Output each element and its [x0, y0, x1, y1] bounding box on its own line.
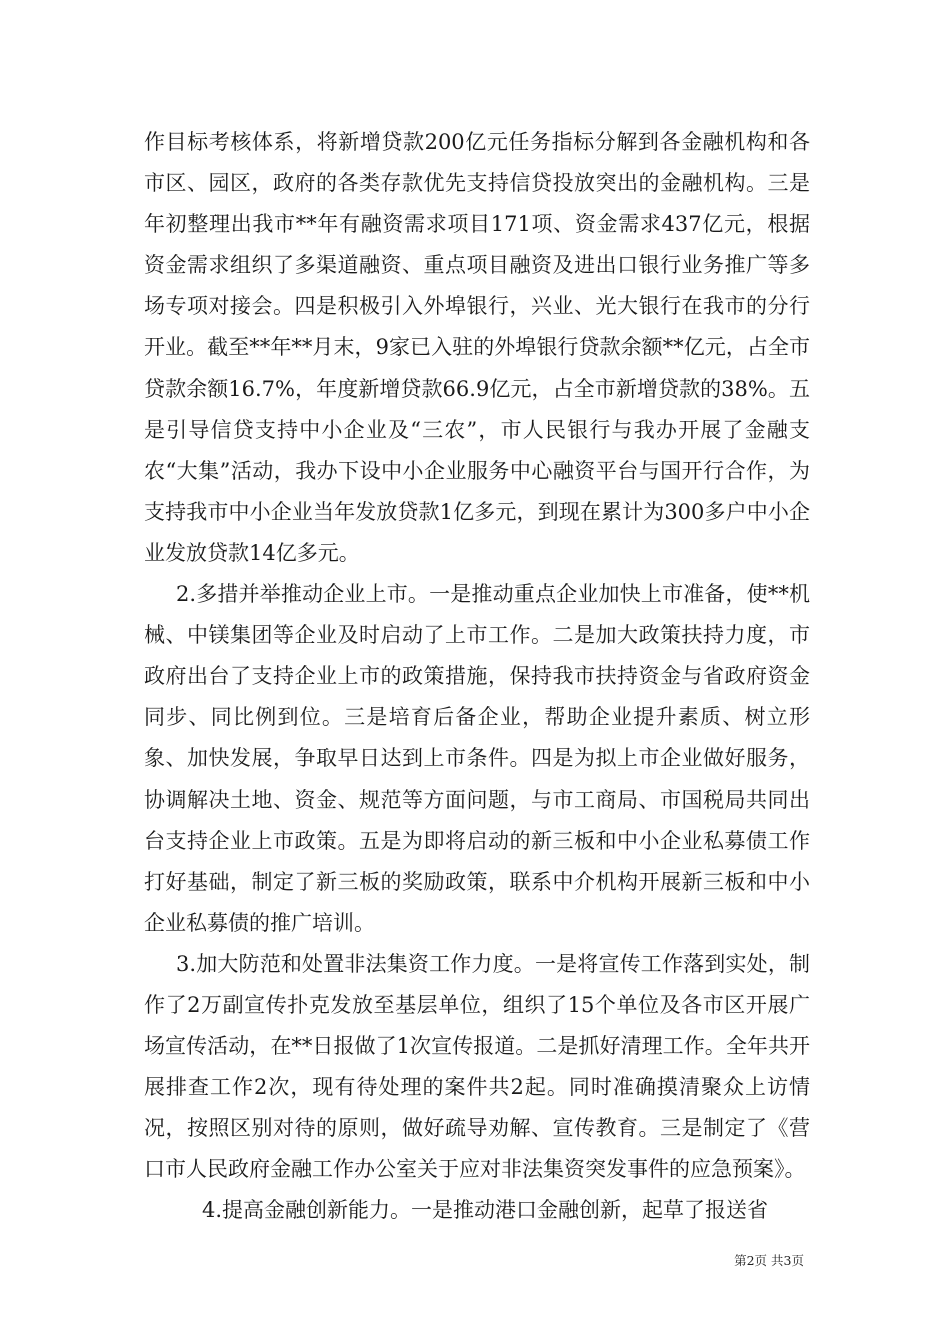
paragraph-item-2: 2.多措并举推动企业上市。一是推动重点企业加快上市准备，使**机械、中镁集团等企业及时启动了上市工作。二是加大政策扶持力度，市政府出台了支持企业上市的政策措施，保持我市扶持资金与省政府资金同步、同比例到位。三是培育后备企业，帮助企业提升素质、树立形象、加快发展，争取早日达到上市条件。四是为拟上市企业做好服务，协调解决土地、资金、规范等方面问题，与市工商局、市国税局共同出台支持企业上市政策。五是为即将启动的新三板和中小企业私募债工作打好基础，制定了新三板的奖励政策，联系中介机构开展新三板和中小企业私募债的推广培训。: [144, 582, 810, 935]
paragraph-item-4: 4.提高金融创新能力。一是推动港口金融创新，起草了报送省: [202, 1198, 769, 1223]
page-number-footer: 第2页 共3页: [734, 1253, 804, 1268]
document-body: [144, 122, 810, 1232]
paragraph-item-3: 3.加大防范和处置非法集资工作力度。一是将宣传工作落到实处，制作了2万副宣传扑克发放至基层单位，组织了15个单位及各市区开展广场宣传活动，在**日报做了1次宣传报道。二是抓好清理工作。全年共开展排查工作2次，现有待处理的案件共2起。同时准确摸清聚众上访情况，按照区别对待的原则，做好疏导劝解、宣传教育。三是制定了《营口市人民政府金融工作办公室关于应对非法集资突发事件的应急预案》。: [144, 951, 810, 1182]
paragraph-continuation: 作目标考核体系，将新增贷款200亿元任务指标分解到各金融机构和各市区、园区，政府的各类存款优先支持信贷投放突出的金融机构。三是年初整理出我市**年有融资需求项目171项、资金需求437亿元，根据资金需求组织了多渠道融资、重点项目融资及进出口银行业务推广等多场专项对接会。四是积极引入外埠银行，兴业、光大银行在我市的分行开业。截至**年**月末，9家已入驻的外埠银行贷款余额**亿元，占全市贷款余额16.7%，年度新增贷款66.9亿元，占全市新增贷款的38%。五是引导信贷支持中小企业及“三农”，市人民银行与我办开展了金融支农“大集”活动，我办下设中小企业服务中心融资平台与国开行合作，为支持我市中小企业当年发放贷款1亿多元，到现在累计为300多户中小企业发放贷款14亿多元。: [144, 130, 810, 565]
